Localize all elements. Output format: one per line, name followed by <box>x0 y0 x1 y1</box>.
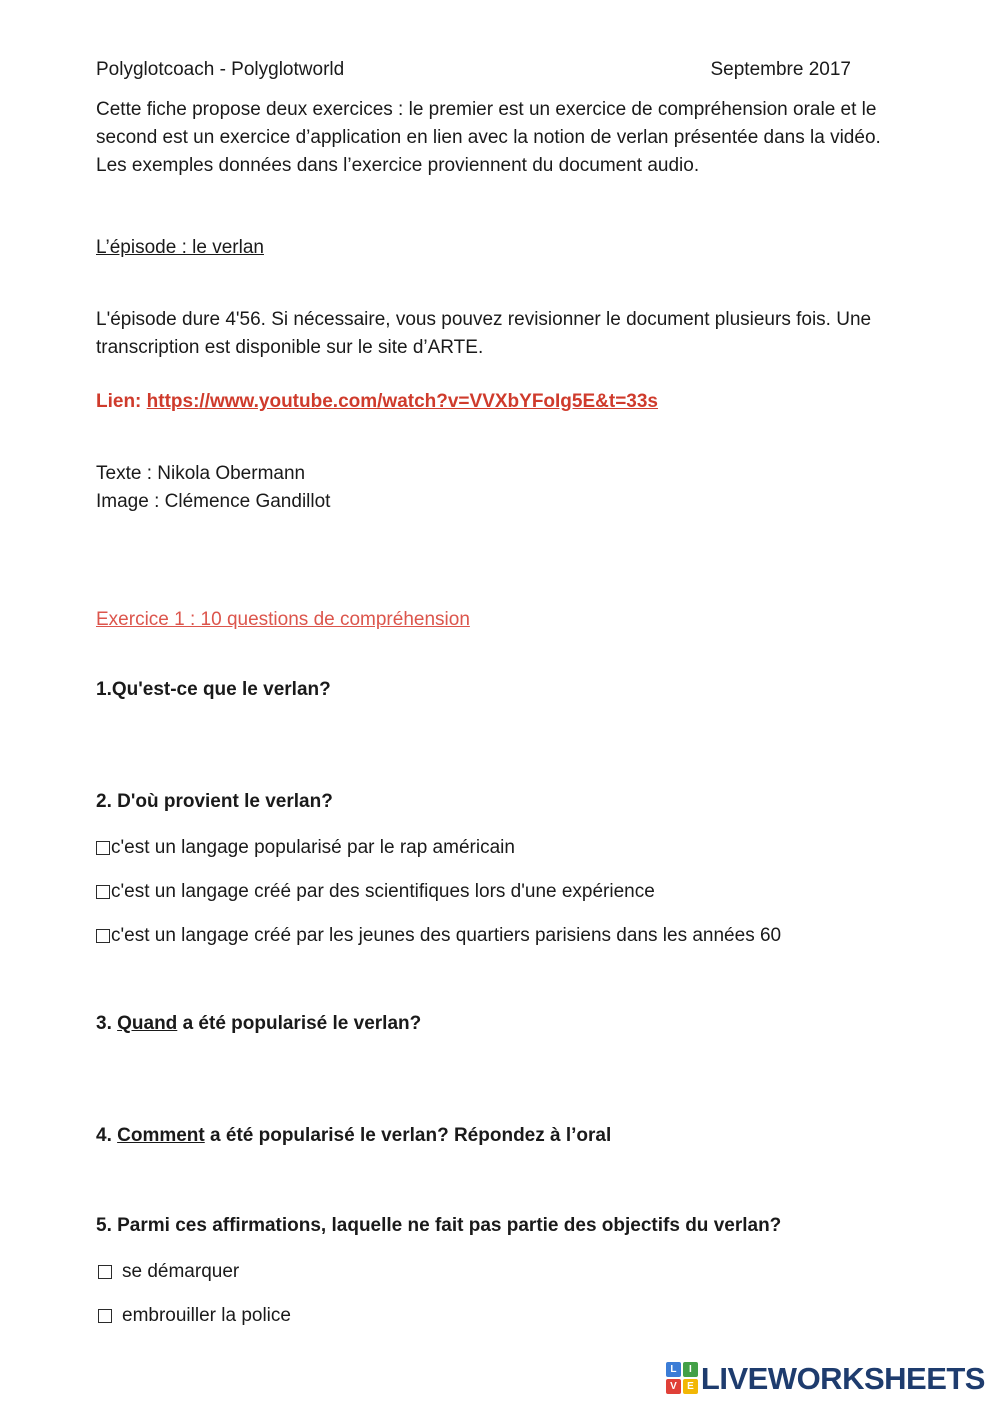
question-3-suffix: a été popularisé le verlan? <box>177 1013 422 1034</box>
logo-square-v: V <box>666 1379 681 1394</box>
logo-square-e: E <box>683 1379 698 1394</box>
question-3-text: 3. <box>96 1013 118 1034</box>
document-title: Polyglotcoach - Polyglotworld <box>96 59 345 80</box>
question-5-option-1 <box>96 1262 903 1282</box>
question-5 <box>96 1214 903 1238</box>
youtube-link[interactable]: https://www.youtube.com/watch?v=VVXbYFoIg5E&t=33s <box>146 391 659 412</box>
liveworksheets-logo-icon <box>666 1362 698 1394</box>
logo-square-l: L <box>666 1362 681 1377</box>
question-2-option-3 <box>96 926 903 946</box>
question-4-underline: Comment <box>117 1125 205 1146</box>
question-2-text: 2. D'où provient le verlan? <box>96 791 333 812</box>
liveworksheets-logo <box>666 1362 985 1394</box>
checkbox-q2-option-3[interactable] <box>96 929 110 943</box>
credits <box>96 460 903 516</box>
question-5-text: 5. Parmi ces affirmations, laquelle ne fait pas partie des objectifs du verlan? <box>96 1215 782 1236</box>
question-2-option-2 <box>96 882 903 902</box>
option-label: c'est un langage créé par des scientifiques lors d'une expérience <box>111 881 655 902</box>
checkbox-q2-option-2[interactable] <box>96 885 110 899</box>
question-3-underline: Quand <box>117 1013 178 1034</box>
question-3 <box>96 1012 903 1036</box>
logo-square-i: I <box>683 1362 698 1377</box>
episode-heading: L’épisode : le verlan <box>96 237 264 258</box>
video-link-line <box>96 390 903 414</box>
document-header <box>96 58 903 82</box>
credit-text-author: Texte : Nikola Obermann <box>96 463 306 484</box>
option-label: c'est un langage créé par les jeunes des quartiers parisiens dans les années 60 <box>111 925 782 946</box>
question-5-option-2 <box>96 1306 903 1326</box>
checkbox-q5-option-1[interactable] <box>98 1265 112 1279</box>
exercise1-heading: Exercice 1 : 10 questions de compréhension <box>96 609 470 630</box>
checkbox-q5-option-2[interactable] <box>98 1309 112 1323</box>
option-label: c'est un langage popularisé par le rap américain <box>111 837 515 858</box>
option-label: se démarquer <box>122 1261 240 1282</box>
question-1 <box>96 678 903 702</box>
episode-description: L'épisode dure 4'56. Si nécessaire, vous pouvez revisionner le document plusieurs fois. Une transcription est disponible sur le site d’ARTE. <box>96 309 872 358</box>
document-date: Septembre 2017 <box>710 59 851 80</box>
question-2-option-1 <box>96 838 903 858</box>
link-label: Lien: <box>96 391 142 412</box>
checkbox-q2-option-1[interactable] <box>96 841 110 855</box>
liveworksheets-logo-text: LIVEWORKSHEETS <box>700 1360 985 1396</box>
question-2 <box>96 790 903 814</box>
question-4-text: 4. <box>96 1125 118 1146</box>
intro-paragraph: Cette fiche propose deux exercices : le premier est un exercice de compréhension orale et le second est un exercice d’application en lien avec la notion de verlan présentée dans la vidéo. Les exemples données dans l’exercice proviennent du document audio. <box>96 99 881 176</box>
option-label: embrouiller la police <box>122 1305 291 1326</box>
credit-image-author: Image : Clémence Gandillot <box>96 491 331 512</box>
question-4-suffix: a été popularisé le verlan? Répondez à l’oral <box>204 1125 612 1146</box>
question-4 <box>96 1124 903 1148</box>
question-1-text: 1.Qu'est-ce que le verlan? <box>96 679 331 700</box>
